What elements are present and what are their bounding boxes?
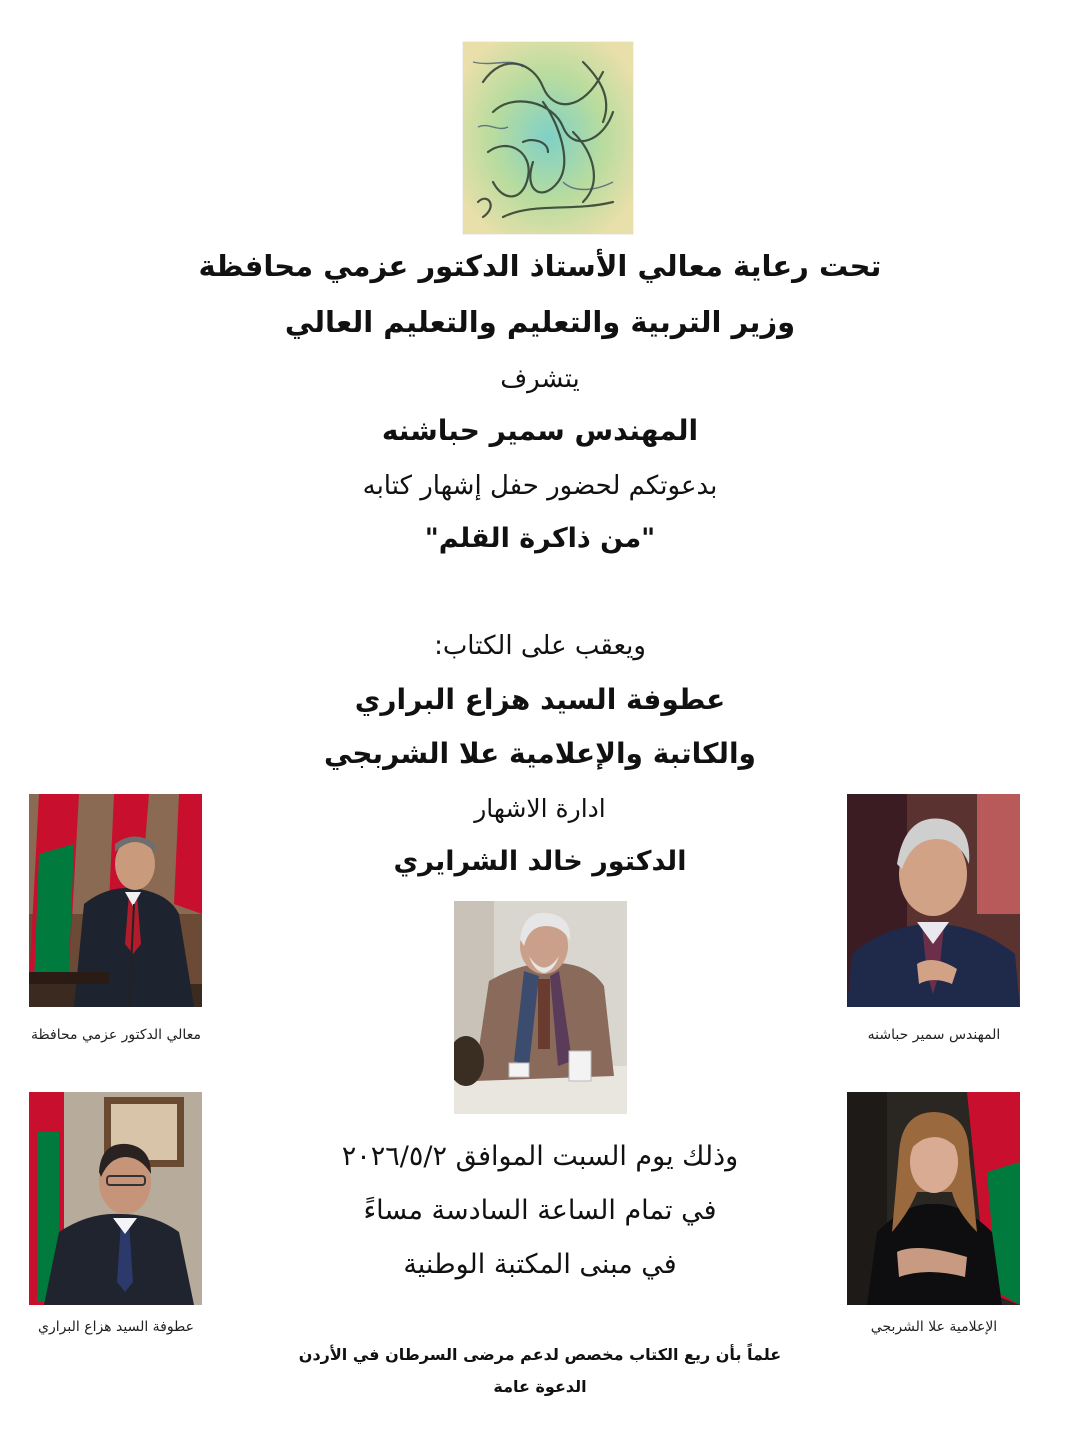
charity-note: علماً بأن ريع الكتاب مخصص لدعم مرضى السرطان في الأردن: [298, 1345, 782, 1364]
photo-azmi-mahafzah: [29, 794, 202, 1007]
commentary-heading: ويعقب على الكتاب:: [434, 631, 646, 661]
calligraphy-logo: [463, 42, 633, 234]
invitation-text: بدعوتكم لحضور حفل إشهار كتابه: [362, 471, 718, 501]
book-title: "من ذاكرة القلم": [424, 523, 656, 554]
moderator-name: الدكتور خالد الشرايري: [393, 846, 687, 877]
photo-samir-habashneh: [847, 794, 1020, 1007]
event-time: في تمام الساعة السادسة مساءً: [363, 1195, 717, 1226]
open-invite: الدعوة عامة: [493, 1377, 587, 1396]
management-label: ادارة الاشهار: [474, 794, 606, 823]
caption-hazza-albarari: عطوفة السيد هزاع البراري: [38, 1319, 194, 1335]
patronage-line-2: وزير التربية والتعليم والتعليم العالي: [284, 305, 796, 339]
speaker-2: والكاتبة والإعلامية علا الشربجي: [324, 737, 756, 770]
host-name: المهندس سمير حباشنه: [381, 414, 699, 447]
patronage-line-1: تحت رعاية معالي الأستاذ الدكتور عزمي محافظة: [198, 249, 882, 283]
event-venue: في مبنى المكتبة الوطنية: [403, 1249, 677, 1280]
speaker-1: عطوفة السيد هزاع البراري: [354, 683, 726, 716]
photo-khaled-alsharayri: [454, 901, 627, 1114]
caption-ola-alshorbaji: الإعلامية علا الشربجي: [870, 1319, 998, 1335]
honored-text: يتشرف: [500, 364, 580, 394]
caption-azmi-mahafzah: معالي الدكتور عزمي محافظة: [31, 1027, 201, 1043]
caption-samir-habashneh: المهندس سمير حباشنه: [867, 1027, 1001, 1043]
event-date: وذلك يوم السبت الموافق ٢٠٢٦/٥/٢: [341, 1141, 739, 1172]
